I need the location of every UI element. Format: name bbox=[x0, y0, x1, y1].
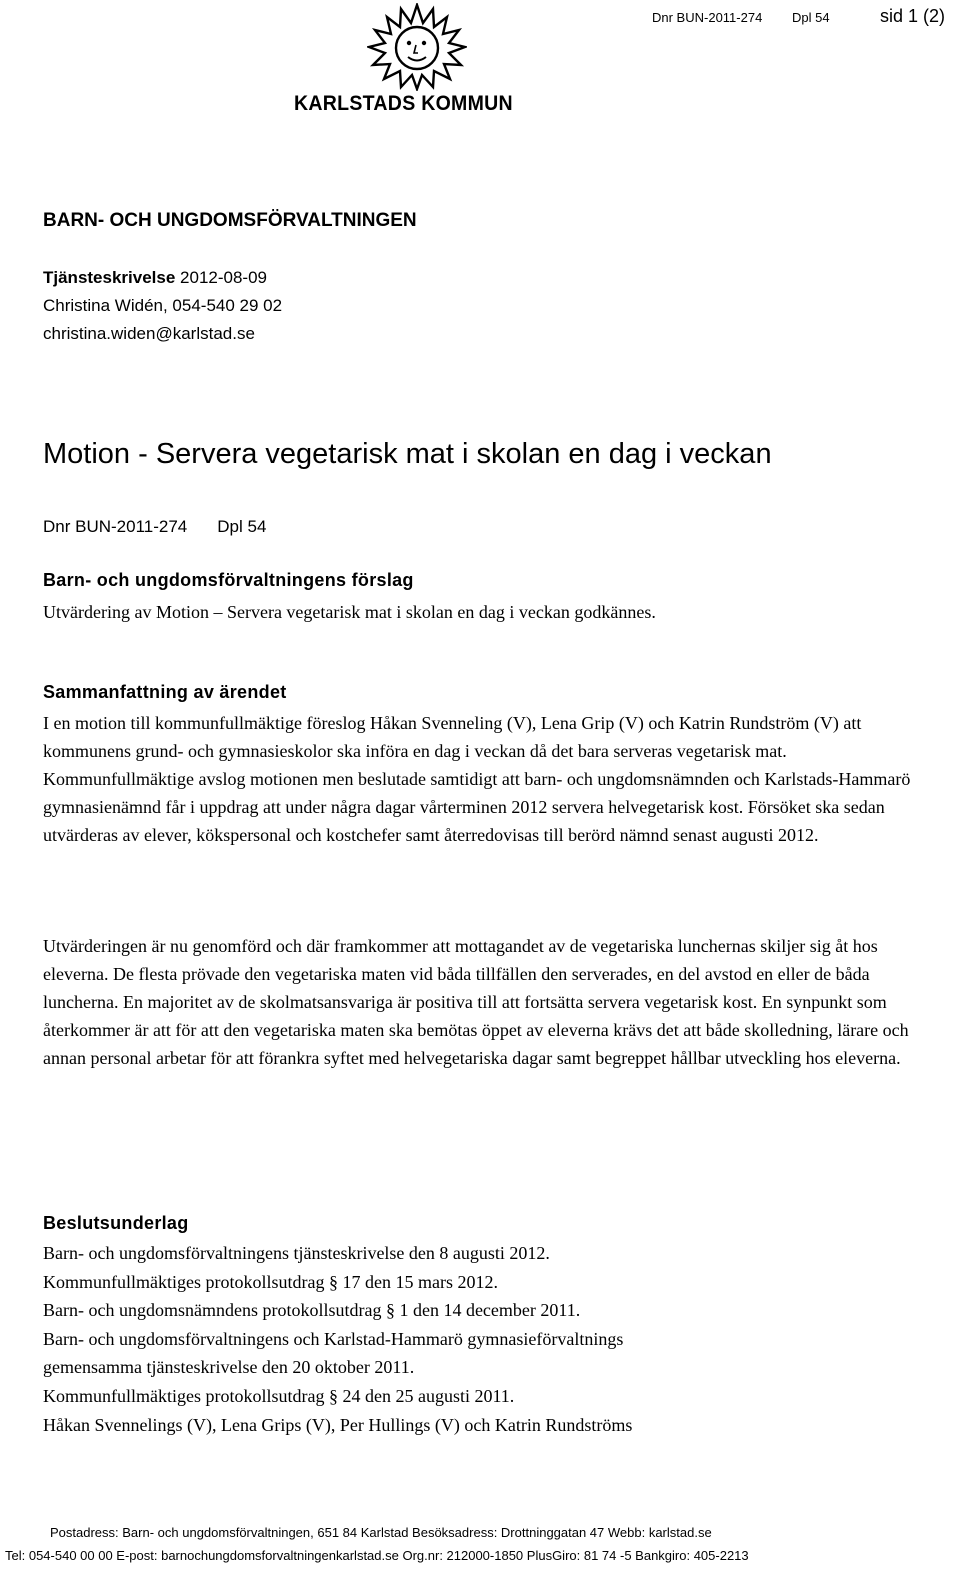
list-item: Barn- och ungdomsförvaltningens tjänsteskrivelse den 8 augusti 2012. bbox=[43, 1243, 550, 1263]
footer-address: Postadress: Barn- och ungdomsförvaltningen, 651 84 Karlstad Besöksadress: Drottninggatan 47 Webb: karlstad.se bbox=[50, 1525, 712, 1540]
list-item: Barn- och ungdomsnämndens protokollsutdrag § 1 den 14 december 2011. bbox=[43, 1300, 581, 1321]
footer-contact: Tel: 054-540 00 00 E-post: barnochungdomsforvaltningenkarlstad.se Org.nr: 212000-1850 PlusGiro: 81 74 -5 Bankgiro: 405-2213 bbox=[5, 1548, 749, 1563]
summary-paragraph-2: Utvärderingen är nu genomförd och där framkommer att mottagandet av de vegetariska lunchernas skiljer sig åt hos eleverna. De flesta prövade den vegetariska maten vid båda tillfällen den serverades, en del avstod en eller de båda luncherna. En majoritet av de skolmatsansvariga är positiva till att fortsätta servera vegetarisk kost. En synpunkt som återkommer är att för att den vegetariska maten ska bemötas öppet av eleverna krävs det att både skolledning, lärare och annan personal arbetar för att förankra syftet med helvegetariska dagar samt begreppet hållbar utveckling hos eleverna. bbox=[43, 936, 909, 1068]
reference-line bbox=[43, 517, 266, 537]
summary-heading: Sammanfattning av ärendet bbox=[43, 682, 287, 702]
header-dnr: Dnr BUN-2011-274 bbox=[652, 10, 763, 25]
doc-type: Tjänsteskrivelse bbox=[43, 268, 176, 287]
author-email: christina.widen@karlstad.se bbox=[43, 324, 255, 343]
header-dpl: Dpl 54 bbox=[792, 10, 830, 25]
sun-icon bbox=[367, 3, 467, 91]
summary-paragraph-1: I en motion till kommunfullmäktige föreslog Håkan Svenneling (V), Lena Grip (V) och Katrin Rundström (V) att kommunens grund- och gymnasieskolor ska införa en dag i veckan då det bara serveras vegetarisk mat. Kommunfullmäktige avslog motionen men beslutade samtidigt att barn- och ungdomsnämnden och Karlstads-Hammarö gymnasienämnd får i uppdrag att under några dagar vårterminen 2012 servera helvegetarisk kost. Försöket ska sedan utvärderas av elever, kökspersonal och kostchefer samt återredovisas till berörd nämnd senast augusti 2012. bbox=[43, 713, 911, 845]
list-item: Kommunfullmäktiges protokollsutdrag § 24 den 25 augusti 2011. bbox=[43, 1385, 515, 1406]
basis-list bbox=[43, 1239, 913, 1439]
logo-text: KARLSTADS KOMMUN bbox=[294, 92, 513, 115]
page-title: Motion - Servera vegetarisk mat i skolan en dag i veckan bbox=[43, 438, 772, 470]
list-item: Håkan Svennelings (V), Lena Grips (V), Per Hullings (V) och Katrin Rundströms bbox=[43, 1414, 633, 1435]
list-item: Kommunfullmäktiges protokollsutdrag § 17 den 15 mars 2012. bbox=[43, 1271, 498, 1292]
proposal-heading: Barn- och ungdomsförvaltningens förslag bbox=[43, 570, 414, 590]
doc-date: 2012-08-09 bbox=[180, 268, 268, 287]
basis-heading: Beslutsunderlag bbox=[43, 1213, 189, 1233]
list-item: Barn- och ungdomsförvaltningens och Karlstad-Hammarö gymnasieförvaltnings bbox=[43, 1328, 624, 1349]
proposal-text: Utvärdering av Motion – Servera vegetarisk mat i skolan en dag i veckan godkännes. bbox=[43, 602, 656, 622]
department-heading: BARN- OCH UNGDOMSFÖRVALTNINGEN bbox=[43, 210, 417, 231]
page-number: sid 1 (2) bbox=[880, 6, 946, 26]
reference-dpl: Dpl 54 bbox=[217, 517, 267, 536]
author: Christina Widén, 054-540 29 02 bbox=[43, 296, 283, 315]
list-item: gemensamma tjänsteskrivelse den 20 oktober 2011. bbox=[43, 1357, 415, 1378]
doc-type-line bbox=[43, 268, 267, 288]
reference-dnr: Dnr BUN-2011-274 bbox=[43, 517, 188, 536]
